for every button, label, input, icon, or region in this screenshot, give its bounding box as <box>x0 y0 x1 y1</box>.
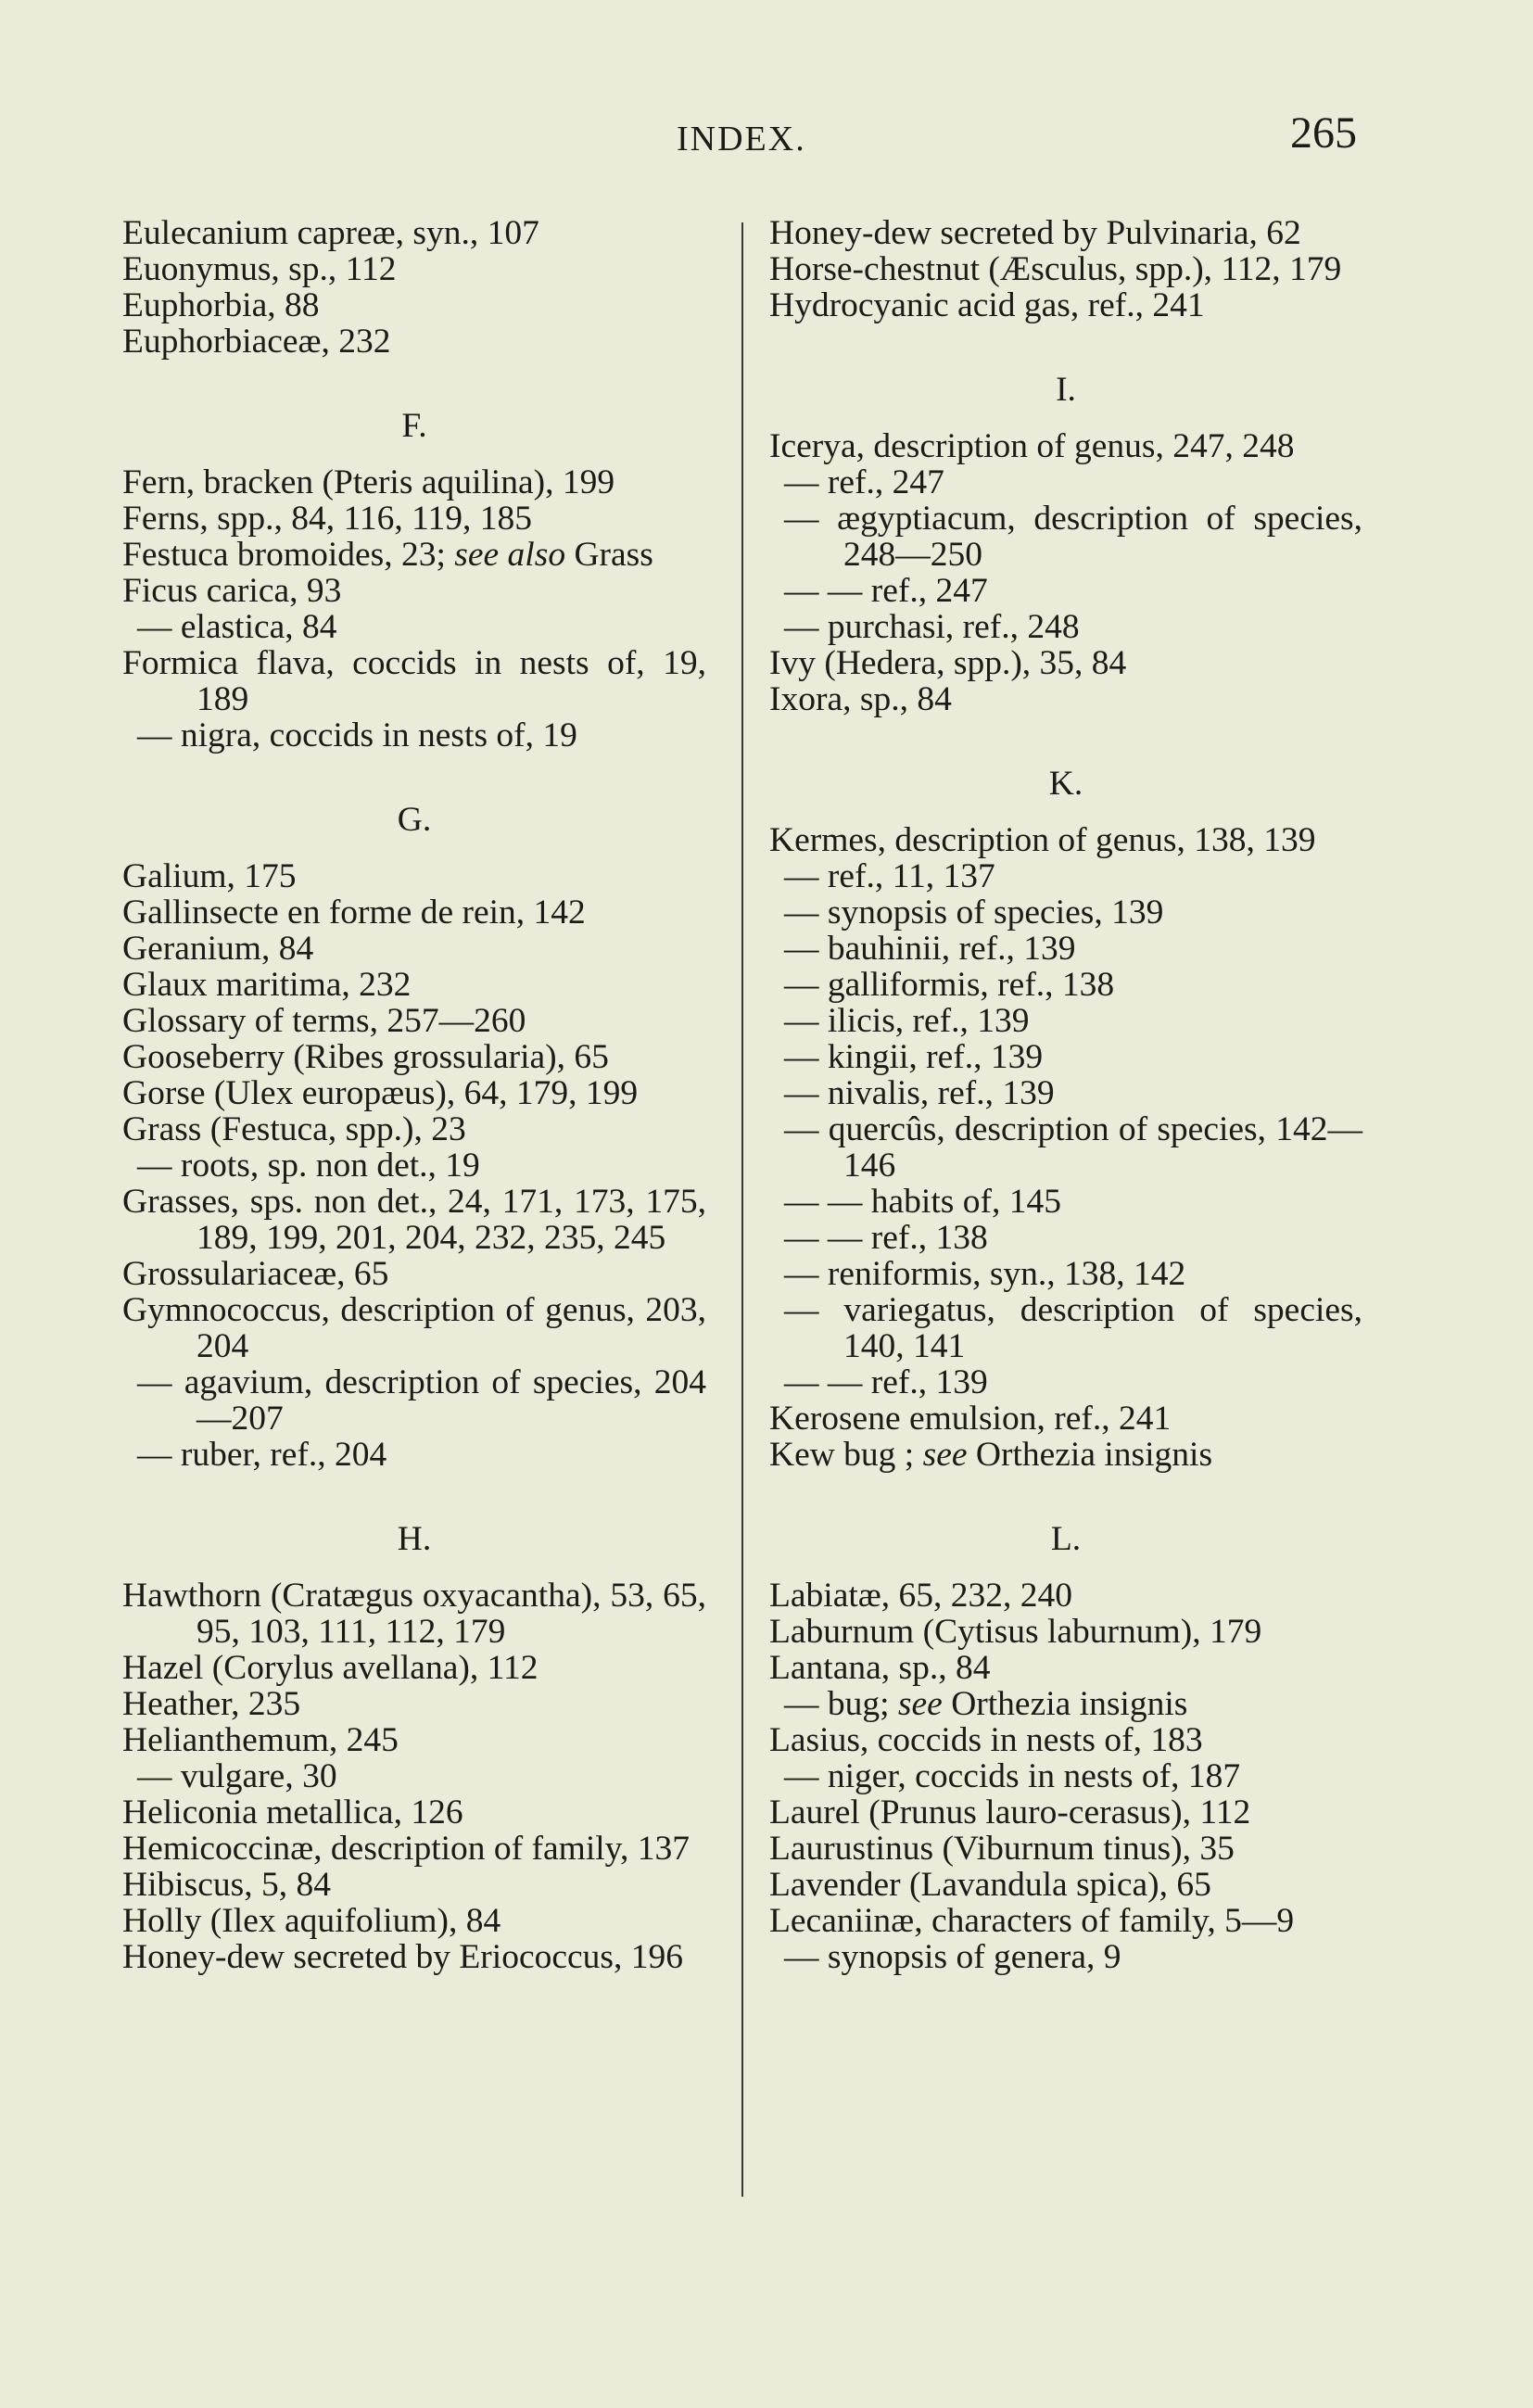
index-entry: Euonymus, sp., 112 <box>122 250 397 288</box>
index-entry: Honey-dew secreted by Eriococcus, 196 <box>122 1938 683 1976</box>
index-entry: Grasses, sps. non det., 24, 171, 173, 175, 189, 199, 201, 204, 232, 235, 245 <box>122 1183 706 1257</box>
see-italic: see <box>922 1436 968 1474</box>
index-subentry: — — habits of, 145 <box>784 1183 1061 1221</box>
index-entry: Heliconia metallica, 126 <box>122 1793 463 1831</box>
index-entry: Holly (Ilex aquifolium), 84 <box>122 1902 501 1940</box>
left-column <box>122 215 706 1975</box>
right-column <box>769 215 1362 1975</box>
index-subentry: — bauhinii, ref., 139 <box>784 930 1076 968</box>
index-entry: Laurel (Prunus lauro-cerasus), 112 <box>769 1793 1251 1831</box>
section-letter-i: I. <box>1056 371 1076 409</box>
index-subentry: — agavium, description of species, 204—207 <box>137 1363 706 1438</box>
index-entry: Labiatæ, 65, 232, 240 <box>769 1577 1073 1615</box>
index-entry: Geranium, 84 <box>122 930 314 968</box>
index-entry: Lantana, sp., 84 <box>769 1649 991 1687</box>
index-subentry: — roots, sp. non det., 19 <box>137 1147 480 1185</box>
index-entry: Grass (Festuca, spp.), 23 <box>122 1110 466 1148</box>
column-divider <box>741 222 743 2197</box>
index-subentry: — niger, coccids in nests of, 187 <box>784 1757 1241 1795</box>
index-entry: Glossary of terms, 257—260 <box>122 1002 526 1040</box>
index-subentry: — kingii, ref., 139 <box>784 1038 1044 1076</box>
index-subentry: — galliformis, ref., 138 <box>784 966 1115 1004</box>
section-letter-g: G. <box>397 801 432 839</box>
index-subentry: — synopsis of species, 139 <box>784 893 1164 932</box>
index-entry: Galium, 175 <box>122 857 297 895</box>
index-entry: Gallinsecte en forme de rein, 142 <box>122 893 586 932</box>
index-subentry: — quercûs, description of species, 142—146 <box>784 1110 1362 1185</box>
index-entry: Ficus carica, 93 <box>122 572 342 610</box>
index-entry: Hydrocyanic acid gas, ref., 241 <box>769 286 1205 324</box>
index-subentry: — — ref., 247 <box>784 572 988 610</box>
index-subentry: — bug; see Orthezia insignis <box>784 1685 1188 1723</box>
index-entry: Honey-dew secreted by Pulvinaria, 62 <box>769 214 1301 252</box>
index-entry: Gymnococcus, description of genus, 203, 204 <box>122 1291 706 1365</box>
index-entry: Fern, bracken (Pteris aquilina), 199 <box>122 463 615 501</box>
index-entry: Heather, 235 <box>122 1685 301 1723</box>
section-letter-l: L. <box>1050 1520 1082 1558</box>
index-entry: Hemicoccinæ, description of family, 137 <box>122 1830 690 1868</box>
section-letter-k: K. <box>1048 765 1083 803</box>
index-subentry: — ref., 247 <box>784 463 944 501</box>
index-entry: Euphorbia, 88 <box>122 286 320 324</box>
section-letter-h: H. <box>397 1520 432 1558</box>
index-subentry: — ilicis, ref., 139 <box>784 1002 1030 1040</box>
index-entry: Horse-chestnut (Æsculus, spp.), 112, 179 <box>769 250 1342 288</box>
index-entry: Grossulariaceæ, 65 <box>122 1255 389 1293</box>
running-header: INDEX. <box>677 120 806 158</box>
index-entry: Ferns, spp., 84, 116, 119, 185 <box>122 500 533 538</box>
index-subentry: — nigra, coccids in nests of, 19 <box>137 716 577 754</box>
index-subentry: — synopsis of genera, 9 <box>784 1938 1121 1976</box>
index-entry: Euphorbiaceæ, 232 <box>122 323 391 361</box>
index-entry: Laurustinus (Viburnum tinus), 35 <box>769 1830 1235 1868</box>
index-entry: Gorse (Ulex europæus), 64, 179, 199 <box>122 1074 639 1112</box>
index-entry: Lavender (Lavandula spica), 65 <box>769 1866 1211 1904</box>
index-subentry: — — ref., 138 <box>784 1219 988 1257</box>
index-entry: Festuca bromoides, 23; see also Grass <box>122 536 653 574</box>
index-subentry: — reniformis, syn., 138, 142 <box>784 1255 1186 1293</box>
section-letter-f: F. <box>401 407 427 445</box>
index-subentry: — ægyptiacum, description of species, 248—250 <box>784 500 1362 574</box>
page-number: 265 <box>1290 108 1357 158</box>
index-subentry: — ref., 11, 137 <box>784 857 995 895</box>
index-entry: Kerosene emulsion, ref., 241 <box>769 1400 1172 1438</box>
index-entry: Lecaniinæ, characters of family, 5—9 <box>769 1902 1295 1940</box>
index-entry: Kew bug ; see Orthezia insignis <box>769 1436 1213 1474</box>
index-entry: Ivy (Hedera, spp.), 35, 84 <box>769 644 1127 682</box>
index-entry: Hazel (Corylus avellana), 112 <box>122 1649 538 1687</box>
index-subentry: — ruber, ref., 204 <box>137 1436 387 1474</box>
index-entry: Kermes, description of genus, 138, 139 <box>769 821 1316 859</box>
index-entry: Glaux maritima, 232 <box>122 966 412 1004</box>
index-entry: Gooseberry (Ribes grossularia), 65 <box>122 1038 609 1076</box>
index-entry: Eulecanium capreæ, syn., 107 <box>122 214 539 252</box>
index-entry: Helianthemum, 245 <box>122 1721 399 1759</box>
index-subentry: — variegatus, description of species, 140, 141 <box>784 1291 1362 1365</box>
index-entry: Hibiscus, 5, 84 <box>122 1866 331 1904</box>
see-italic: see <box>897 1685 943 1723</box>
see-also-italic: see also <box>454 536 566 574</box>
index-entry: Laburnum (Cytisus laburnum), 179 <box>769 1613 1262 1651</box>
index-entry: Hawthorn (Cratægus oxyacantha), 53, 65, 95, 103, 111, 112, 179 <box>122 1577 706 1651</box>
index-entry: Ixora, sp., 84 <box>769 680 952 718</box>
index-entry: Formica flava, coccids in nests of, 19, 189 <box>122 644 706 718</box>
index-subentry: — elastica, 84 <box>137 608 337 646</box>
index-entry: Lasius, coccids in nests of, 183 <box>769 1721 1203 1759</box>
index-subentry: — vulgare, 30 <box>137 1757 337 1795</box>
index-subentry: — — ref., 139 <box>784 1363 988 1401</box>
index-subentry: — purchasi, ref., 248 <box>784 608 1080 646</box>
index-entry: Icerya, description of genus, 247, 248 <box>769 427 1295 465</box>
index-subentry: — nivalis, ref., 139 <box>784 1074 1055 1112</box>
